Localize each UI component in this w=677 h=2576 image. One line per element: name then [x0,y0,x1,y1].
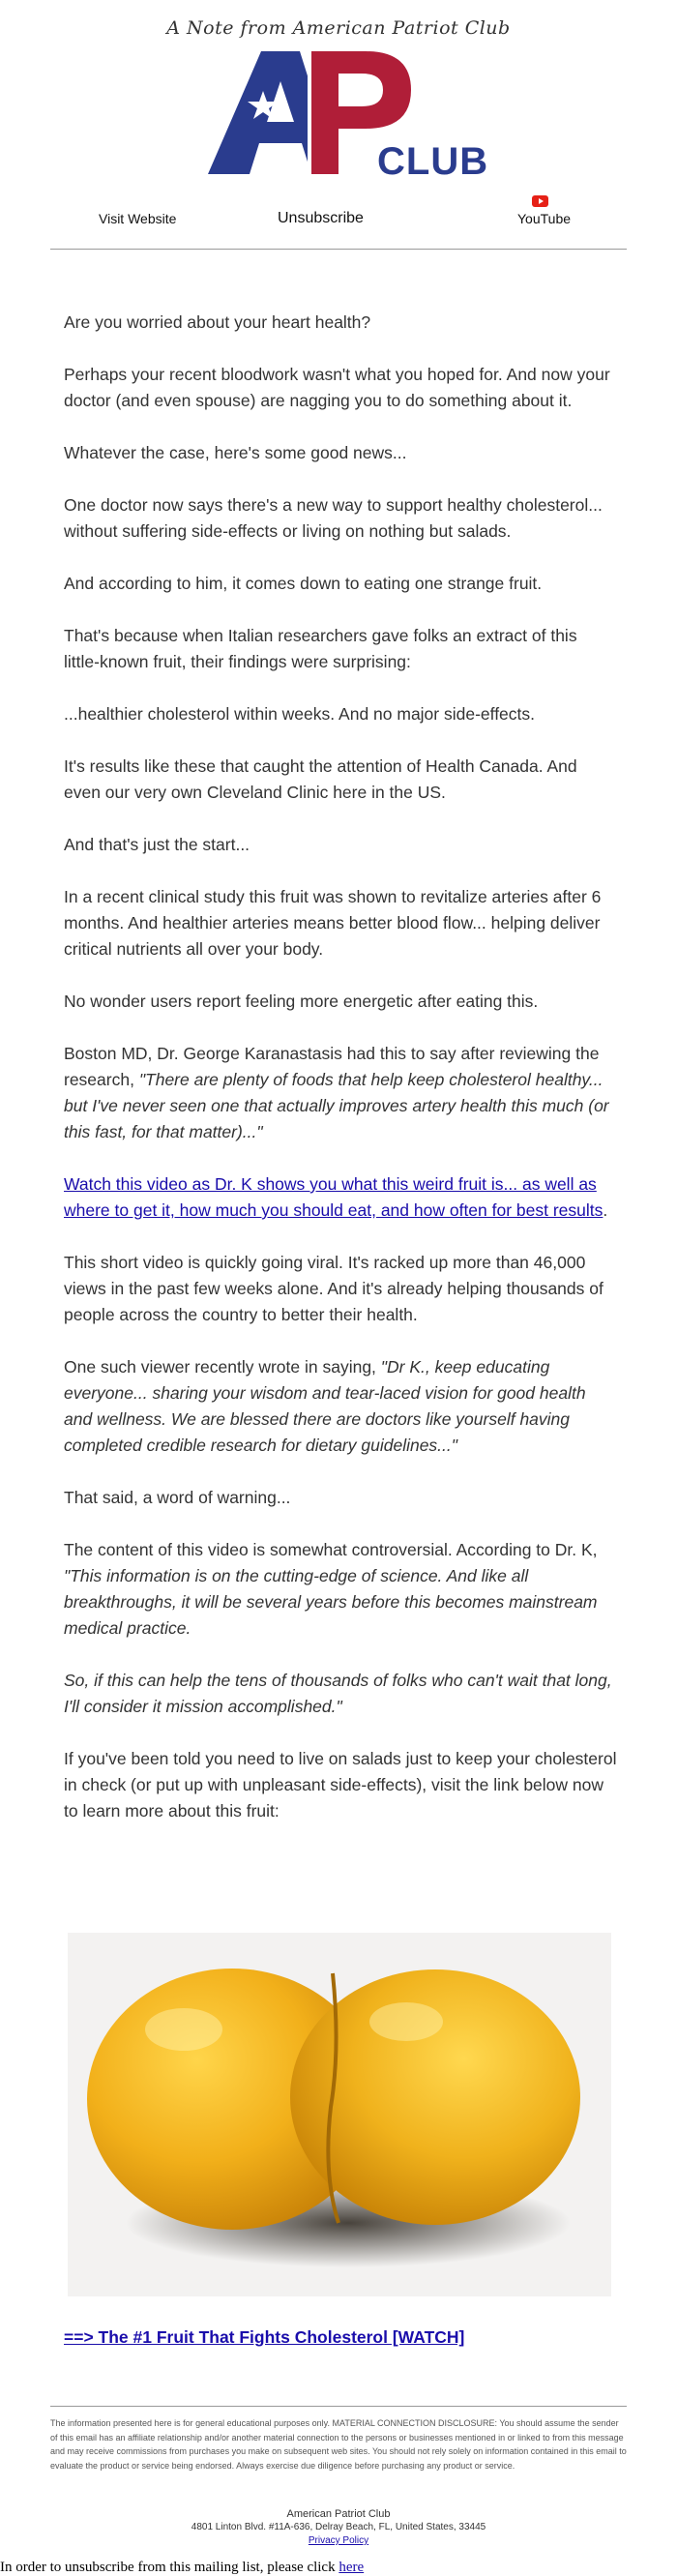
footer-divider [50,2406,627,2407]
paragraph: Are you worried about your heart health? [64,312,371,332]
visit-website-link[interactable]: Visit Website [99,211,177,226]
unsubscribe-notice [0,2560,364,2576]
paragraph-text: The content of this video is somewhat controversial. According to Dr. K, [64,1540,598,1559]
email-tagline: A Note from American Patriot Club [166,17,511,39]
watch-video-link[interactable]: Watch this video as Dr. K shows you what this weird fruit is... as well as where to get it, how much you should eat, and how often for best results [64,1174,603,1220]
paragraph: One doctor now says there's a new way to support healthy cholesterol... without suffering side-effects or living on nothing but salads. [64,495,603,541]
doctor-quote: "This information is on the cutting-edge of science. And like all breakthroughs, it will be several years before this becomes mainstream medical practice. [64,1566,598,1638]
header-nav [50,209,627,238]
paragraph: No wonder users report feeling more energetic after eating this. [64,992,539,1011]
paragraph [64,1537,617,1642]
paragraph: Watch this video as Dr. K shows you what this weird fruit is... as well as where to get it, how much you should eat, and how often for best results. [64,1174,608,1220]
doctor-quote: "There are plenty of foods that help keep cholesterol healthy... but I've never seen one that actually improves artery health this much (or this fast, for that matter)..." [64,1070,609,1141]
email-body [64,310,617,1851]
paragraph: Perhaps your recent bloodwork wasn't what you hoped for. And now your doctor (and even spouse) are nagging you to do something about it. [64,365,610,410]
unsubscribe-here-link[interactable]: here [338,2560,365,2575]
paragraph: In a recent clinical study this fruit was shown to revitalize arteries after 6 months. And healthier arteries means better blood flow... helping deliver critical nutrients all over your body. [64,887,602,959]
paragraph: If you've been told you need to live on salads just to keep your cholesterol in check (or put up with unpleasant side-effects), visit the link below now to learn more about this fruit: [64,1749,617,1821]
paragraph [64,1354,617,1459]
paragraph-text: Boston MD, Dr. George Karanastasis had this to say after reviewing the research, [64,1044,600,1089]
paragraph: And according to him, it comes down to eating one strange fruit. [64,574,543,593]
paragraph: It's results like these that caught the attention of Health Canada. And even our very own Cleveland Clinic here in the US. [64,756,577,802]
footer-org-name: American Patriot Club [286,2508,391,2520]
unsubscribe-link[interactable]: Unsubscribe [278,210,364,226]
privacy-policy-link[interactable]: Privacy Policy [308,2535,369,2546]
paragraph: That's because when Italian researchers gave folks an extract of this little-known fruit, their findings were surprising: [64,626,577,671]
doctor-quote: So, if this can help the tens of thousands of folks who can't wait that long, I'll consider it mission accomplished." [64,1671,612,1716]
paragraph-text: One such viewer recently wrote in saying, [64,1357,381,1377]
paragraph: ...healthier cholesterol within weeks. And no major side-effects. [64,704,536,724]
paragraph [64,1668,617,1720]
ap-club-logo [203,46,493,182]
fruit-image[interactable] [68,1933,611,2296]
paragraph [64,1041,617,1145]
watch-cta-link[interactable]: ==> The #1 Fruit That Fights Cholesterol [WATCH] [64,2327,465,2347]
footer-address: 4801 Linton Blvd. #11A-636, Delray Beach, FL, United States, 33445 [191,2522,486,2532]
unsubscribe-notice-text: In order to unsubscribe from this mailing list, please click [0,2560,339,2575]
paragraph: And that's just the start... [64,835,250,854]
disclaimer-text: The information presented here is for general educational purposes only. MATERIAL CONNECTION DISCLOSURE: You should assume the sender of this email has an affiliate relationship and/or another material connection to the persons or businesses mentioned in or linked to from this message and may receive commissions from purchases you make on subsequent web sites. You should not rely solely on information contained in this email to evaluate the product or service being endorsed. Always exercise due diligence before purchasing any product or service. [50,2418,627,2471]
paragraph: Whatever the case, here's some good news... [64,443,407,462]
viewer-quote: "Dr K., keep educating everyone... sharing your wisdom and tear-laced vision for good health and wellness. We are blessed there are doctors like yourself having completed credible research for dietary guidelines..." [64,1357,586,1455]
youtube-link[interactable]: YouTube [517,211,572,226]
paragraph: This short video is quickly going viral. It's racked up more than 46,000 views in the past few weeks alone. And it's already helping thousands of people across the country to better their health. [64,1253,603,1324]
logo-club-text: CLUB [377,140,489,182]
header-divider [50,249,627,250]
footer [0,2507,677,2548]
paragraph: That said, a word of warning... [64,1488,291,1507]
youtube-icon[interactable] [532,195,548,207]
